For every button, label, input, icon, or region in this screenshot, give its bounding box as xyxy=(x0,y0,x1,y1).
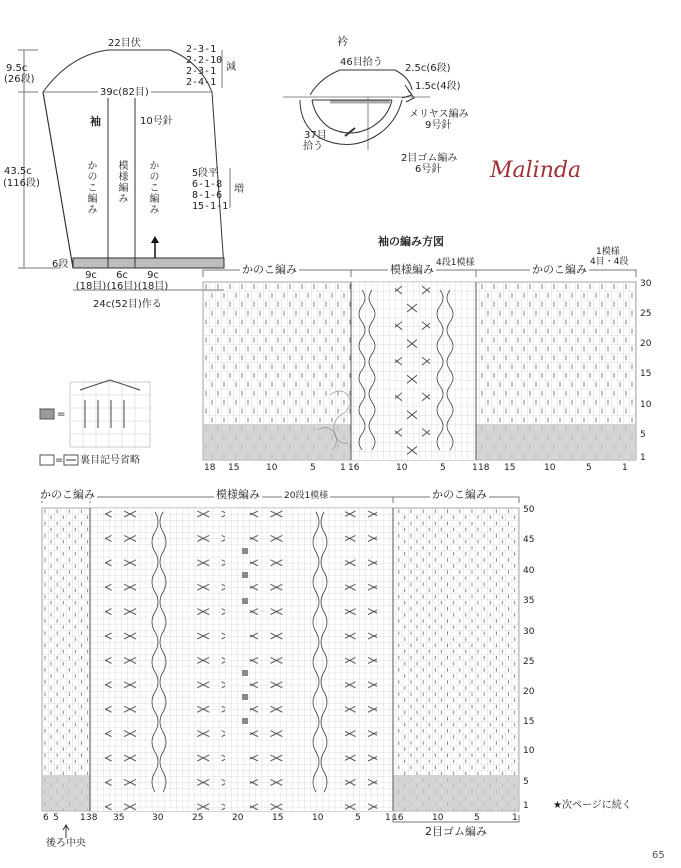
collar-dim-1: 2.5c(6段) xyxy=(405,63,451,74)
chart-body-col: 5 xyxy=(53,813,59,823)
chart-body-col: 5 xyxy=(474,813,480,823)
sleeve-bottom-sts-3: (18目) xyxy=(137,281,169,292)
chart-sleeve-sec-mid: 模様編み xyxy=(390,263,434,276)
back-center-label: 後ろ中央 xyxy=(46,838,86,849)
chart-body-col: 16 xyxy=(392,813,404,823)
chart-body-sec-mid-note: 20段1模様 xyxy=(284,491,329,501)
continue-note: ★次ページに続く xyxy=(553,800,632,811)
chart-body-row: 20 xyxy=(523,687,535,697)
chart-sleeve-col: 15 xyxy=(504,463,516,473)
chart-body-col: 30 xyxy=(152,813,164,823)
chart-body-row: 40 xyxy=(523,566,535,576)
chart-body-row: 1 xyxy=(523,801,529,811)
chart-body-col: 38 xyxy=(86,813,98,823)
collar-pickup-side: 37目 xyxy=(304,130,327,141)
chart-sleeve-col: 5 xyxy=(586,463,592,473)
chart-sleeve-col: 18 xyxy=(478,463,490,473)
sleeve-pattern-mid: 模様編み xyxy=(116,160,127,204)
collar-stitch-2: 2目ゴム編み xyxy=(401,153,458,164)
chart-body-grid xyxy=(42,497,519,838)
sleeve-bottom-sts-1: (18目) xyxy=(75,281,107,292)
chart-body-sec-right: かのこ編み xyxy=(432,488,487,501)
sleeve-needle: 10号針 xyxy=(140,116,173,127)
chart-sleeve-row-30: 30 xyxy=(640,279,652,289)
chart-sleeve-col: 5 xyxy=(440,463,446,473)
chart-body-col: 35 xyxy=(113,813,125,823)
sleeve-pattern-left: かのこ編み xyxy=(85,160,96,215)
collar-needle-1: 9号針 xyxy=(425,120,452,131)
collar-stitch-1: メリヤス編み xyxy=(409,109,469,120)
sleeve-length: 43.5c xyxy=(4,166,32,177)
chart-sleeve-row-15: 15 xyxy=(640,369,652,379)
sleeve-bottom-sts-2: (16目) xyxy=(106,281,138,292)
chart-sleeve-col: 1 xyxy=(340,463,346,473)
chart-body-col: 10 xyxy=(312,813,324,823)
sleeve-cast-on: 24c(52目)作る xyxy=(93,299,162,310)
chart-sleeve-row-5: 5 xyxy=(640,430,646,440)
chart-sleeve-row-1: 1 xyxy=(640,453,646,463)
chart-sleeve-col: 1 xyxy=(622,463,628,473)
chart-sleeve-col: 16 xyxy=(348,463,360,473)
sleeve-top-label: 22目伏 xyxy=(108,38,141,49)
chart-sleeve-col: 5 xyxy=(310,463,316,473)
chart-body-col: 10 xyxy=(432,813,444,823)
chart-body-row: 15 xyxy=(523,717,535,727)
chart-body-sec-left: かのこ編み xyxy=(40,488,95,501)
collar-title: 衿 xyxy=(337,35,348,48)
brand-logo: Malinda xyxy=(490,158,582,183)
chart-body-row: 30 xyxy=(523,627,535,637)
chart-sleeve-col: 18 xyxy=(204,463,216,473)
chart-body-col: 1 xyxy=(385,813,391,823)
page-number: 65 xyxy=(652,850,665,861)
chart-sleeve-col: 15 xyxy=(228,463,240,473)
chart-sleeve-col: 10 xyxy=(544,463,556,473)
chart-body-row: 5 xyxy=(523,777,529,787)
sleeve-title: 袖 xyxy=(90,115,101,128)
sleeve-increase-label: 増 xyxy=(234,184,244,195)
legend-gray-eq: = xyxy=(57,409,66,420)
chart-body-row: 25 xyxy=(523,657,535,667)
chart-sleeve-sec-right: かのこ編み xyxy=(532,263,587,276)
collar-pickup-side2: 拾う xyxy=(303,141,323,152)
sleeve-decrease-list: 2-3-1 2-2-10 2-3-1 2-4-1 xyxy=(186,44,223,88)
chart-body-col: 5 xyxy=(355,813,361,823)
chart-body-row: 50 xyxy=(523,505,535,515)
chart-body-col: 6 xyxy=(43,813,49,823)
chart-sleeve-sec-right-note1: 1模様 xyxy=(596,247,620,257)
chart-sleeve-sec-right-note2: 4目・4段 xyxy=(590,257,629,267)
sleeve-decrease-label: 減 xyxy=(226,62,236,73)
chart-sleeve-grid xyxy=(203,270,636,460)
chart-sleeve-row-25: 25 xyxy=(640,309,652,319)
chart-body-row: 10 xyxy=(523,746,535,756)
chart-body-col: 20 xyxy=(232,813,244,823)
sleeve-cap-rows: (26段) xyxy=(4,74,35,85)
chart-sleeve-row-20: 20 xyxy=(640,339,652,349)
chart-sleeve-sec-left: かのこ編み xyxy=(242,263,297,276)
chart-sleeve-col: 1 xyxy=(472,463,478,473)
sleeve-width-label: 39c(82目) xyxy=(100,87,149,98)
sleeve-increase-list: 5段平 6-1-8 8-1-6 15-1-1 xyxy=(192,168,229,212)
chart-body-col: 25 xyxy=(192,813,204,823)
collar-dim-2: 1.5c(4段) xyxy=(415,81,461,92)
chart-sleeve-row-10: 10 xyxy=(640,400,652,410)
sleeve-bottom-col-2: 6c xyxy=(116,270,128,281)
chart-sleeve-sec-mid-note: 4段1模様 xyxy=(436,258,475,268)
sleeve-bottom-col-1: 9c xyxy=(85,270,97,281)
sleeve-pattern-right: かのこ編み xyxy=(147,160,158,215)
legend-blank-eq: = xyxy=(55,455,64,466)
chart-body-sec-mid: 模様編み xyxy=(216,488,260,501)
legend-note: 裏目記号省略 xyxy=(80,455,140,466)
chart-sleeve-title: 袖の編み方図 xyxy=(378,235,444,248)
chart-body-col: 1 xyxy=(512,813,518,823)
chart-body-row: 45 xyxy=(523,535,535,545)
chart-body-row: 35 xyxy=(523,596,535,606)
chart-body-col: 1 xyxy=(80,813,86,823)
chart-body-col: 15 xyxy=(272,813,284,823)
rib-label: 2目ゴム編み xyxy=(425,825,487,838)
collar-pickup-top: 46目拾う xyxy=(340,57,383,68)
legend-grid xyxy=(40,380,150,465)
sleeve-rib-rows: 6段 xyxy=(52,259,69,270)
chart-sleeve-col: 10 xyxy=(266,463,278,473)
collar-needle-2: 6号針 xyxy=(415,164,442,175)
sleeve-cap-height: 9.5c xyxy=(6,63,28,74)
sleeve-length-rows: (116段) xyxy=(3,178,40,189)
sleeve-bottom-col-3: 9c xyxy=(147,270,159,281)
chart-sleeve-col: 10 xyxy=(396,463,408,473)
